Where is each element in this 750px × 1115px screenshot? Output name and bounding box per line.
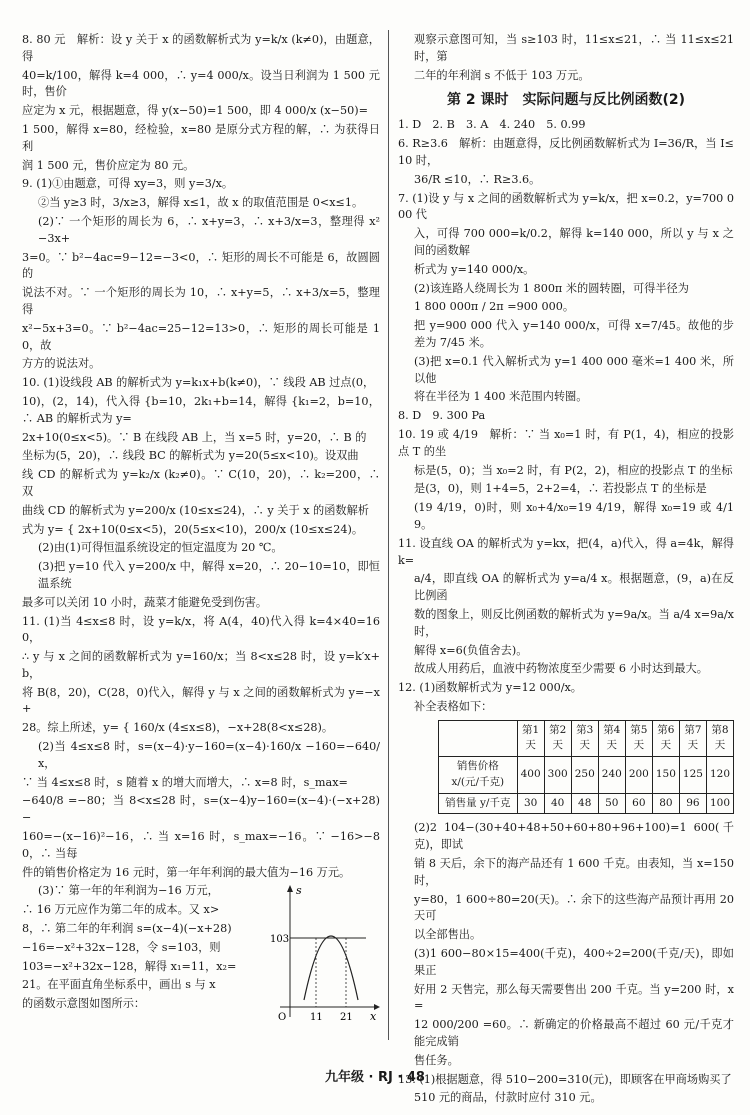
table-header-cell: 第7天 — [679, 720, 706, 757]
paragraph-line: (2)由(1)可得恒温系统设定的恒定温度为 20 ℃。 — [38, 541, 283, 555]
table-cell: 240 — [598, 757, 625, 794]
table-header-cell: 第6天 — [652, 720, 679, 757]
paragraph-line: 析式为 y=140 000/x。 — [414, 262, 535, 276]
paragraph-line: 1. D 2. B 3. A 4. 240 5. 0.99 — [398, 118, 586, 132]
table-cell: 250 — [571, 757, 598, 794]
paragraph-line: 10)，(2，14)，代入得 {b=10，2k₁+b=14，解得 {k₁=2，b=10，∴ AB 的解析式为 y= — [22, 394, 380, 425]
right-bottom-block — [398, 820, 734, 1107]
table-cell: 30 — [517, 793, 544, 814]
table-header-cell: 第4天 — [598, 720, 625, 757]
paragraph-line: (19 4/19，0)时，则 x₀+4/x₀=19 4/19，解得 x₀=19 或 4/19。 — [414, 501, 734, 531]
table-header-cell: 第8天 — [706, 720, 733, 757]
paragraph-line: 好用 2 天售完，那么每天需要售出 200 千克。当 y=200 时，x= — [414, 982, 734, 1013]
paragraph-line: 入，可得 700 000=k/0.2，解得 k=140 000，所以 y 与 x 之间的函数解 — [414, 227, 734, 257]
paragraph-line: 说法不对。∵ 一个矩形的周长为 10，∴ x+y=5，∴ x+3/x=5，整理得 — [22, 286, 380, 316]
sales-table — [438, 720, 734, 815]
paragraph-line: 以全部售出。 — [414, 928, 482, 942]
paragraph-line: 解得 x=6(负值舍去)。 — [414, 643, 528, 657]
paragraph-line: 1 800 000π / 2π =900 000。 — [414, 300, 575, 314]
table-cell: 50 — [598, 793, 625, 814]
paragraph-line: 13. (1)根据题意，得 510−200=310(元)，即顾客在甲商场购买了 — [398, 1072, 732, 1086]
paragraph-line: 售任务。 — [414, 1053, 459, 1067]
paragraph-line: 把 y=900 000 代入 y=140 000/x，可得 x=7/45。故他的步差为 7/45 米。 — [414, 319, 734, 349]
paragraph-line: (3)把 y=10 代入 y=200/x 中，解得 x=20，∴ 20−10=10，即恒温系统 — [38, 560, 380, 590]
graph-x-tick-11: 11 — [310, 1012, 323, 1022]
left-column — [22, 32, 380, 1015]
table-cell: 300 — [544, 757, 571, 794]
paragraph-line: 二年的年利润 s 不低于 103 万元。 — [414, 68, 590, 82]
paragraph-line: 11. 设直线 OA 的解析式为 y=kx，把(4，a)代入，得 a=4k，解得 k= — [398, 536, 734, 567]
paragraph-line: 8. 80 元 解析：设 y 关于 x 的函数解析式为 y=k/x (k≠0)，由题意，得 — [22, 33, 380, 63]
graph-origin: O — [278, 1012, 287, 1022]
paragraph-line: 6. R≥3.6 解析：由题意得，反比例函数解析式为 I=36/R，当 I≤10 时， — [398, 137, 734, 167]
paragraph-line: −16=−x²+32x−128，令 s=103，则 — [22, 940, 221, 954]
graph-x-label: x — [370, 1010, 377, 1022]
paragraph-line: 160=−(x−16)²−16，∴ 当 x=16 时，s_max=−16。∵ −16>−80，∴ 当每 — [22, 830, 380, 860]
paragraph-line: 40=k/100，解得 k=4 000，∴ y=4 000/x。设当日利润为 1 500 元时，售价 — [22, 68, 380, 99]
paragraph-line: 故成人用药后，血液中药物浓度至少需要 6 小时达到最大。 — [414, 662, 708, 676]
table-cell: 48 — [571, 793, 598, 814]
paragraph-line: (2)该连路人绕周长为 1 800π 米的圆转圈，可得半径为 — [414, 281, 689, 295]
paragraph-line: 12. (1)函数解析式为 y=12 000/x。 — [398, 681, 582, 695]
right-column — [398, 32, 734, 1109]
paragraph-line: 件的销售价格定为 16 元时，第一年年利润的最大值为−16 万元。 — [22, 865, 351, 879]
paragraph-line: 补全表格如下： — [414, 699, 493, 713]
paragraph-line: 是(3，0)，则 1+4=5，2+2=4，∴ 若投影点 T 的坐标是 — [414, 482, 707, 496]
paragraph-line: 观察示意图可知，当 s≥103 时，11≤x≤21，∴ 当 11≤x≤21 时，第 — [414, 33, 734, 63]
paragraph-line: ∵ 当 4≤x≤8 时，s 随着 x 的增大而增大，∴ x=8 时，s_max= — [22, 775, 348, 789]
graph-y-label: s — [296, 884, 302, 897]
paragraph-line: 103=−x²+32x−128，解得 x₁=11，x₂= — [22, 959, 237, 973]
paragraph-line: 将 B(8，20)，C(28，0)代入，解得 y 与 x 之间的函数解析式为 y=−x+ — [22, 685, 380, 716]
table-cell: 200 — [625, 757, 652, 794]
table-header-cell: 第5天 — [625, 720, 652, 757]
paragraph-line: 11. (1)当 4≤x≤8 时，设 y=k/x，将 A(4，40)代入得 k=4×40=160， — [22, 614, 380, 645]
column-divider — [388, 30, 389, 1040]
table-header-cell: 第3天 — [571, 720, 598, 757]
paragraph-line: 3=0。∵ b²−4ac=9−12=−3<0，∴ 矩形的周长不可能是 6，故圆圆的 — [22, 250, 380, 281]
paragraph-line: 润 1 500 元，售价应定为 80 元。 — [22, 158, 195, 172]
paragraph-line: 10. (1)设线段 AB 的解析式为 y=k₁x+b(k≠0)，∵ 线段 AB 过点(0， — [22, 376, 375, 390]
table-cell: 120 — [706, 757, 733, 794]
table-cell: 96 — [679, 793, 706, 814]
paragraph-line: 36/R ≤10，∴ R≥3.6。 — [414, 172, 541, 186]
parabola-graph — [270, 882, 380, 1022]
table-cell: 80 — [652, 793, 679, 814]
paragraph-line: (3)1 600−80×15=400(千克)，400÷2=200(千克/天)，即如果正 — [414, 947, 734, 977]
paragraph-line: a/4，即直线 OA 的解析式为 y=a/4 x。根据题意，(9，a)在反比例函 — [414, 572, 734, 603]
paragraph-line: x²−5x+3=0。∵ b²−4ac=25−12=13>0，∴ 矩形的周长可能是 10，故 — [22, 321, 380, 352]
paragraph-line: 销 8 天后，余下的海产品还有 1 600 千克。由表知，当 x=150 时， — [414, 857, 734, 887]
paragraph-line: 曲线 CD 的解析式为 y=200/x (10≤x≤24)，∴ y 关于 x 的函数解析 — [22, 503, 369, 517]
paragraph-line: 28。综上所述，y= { 160/x (4≤x≤8)，−x+28(8<x≤28)。 — [22, 721, 334, 735]
paragraph-line: (3)∵ 第一年的年利润为−16 万元， — [38, 884, 219, 898]
table-cell: 60 — [625, 793, 652, 814]
paragraph-line: 510 元的商品，付款时应付 310 元。 — [414, 1091, 602, 1105]
paragraph-line: 标是(5，0)；当 x₀=2 时，有 P(2，2)，相应的投影点 T 的坐标 — [414, 463, 733, 477]
paragraph-line: 最多可以关闭 10 小时，蔬菜才能避免受到伤害。 — [22, 595, 268, 609]
graph-y-arrow — [287, 885, 293, 892]
paragraph-line: 8，∴ 第二年的年利润 s=(x−4)(−x+28) — [22, 922, 232, 936]
paragraph-line: ∴ 16 万元应作为第二年的成本。又 x> — [22, 903, 220, 917]
table-header-cell — [439, 720, 518, 757]
paragraph-line: 应定为 x 元，根据题意，得 y(x−50)=1 500，即 4 000/x (x−50)= — [22, 104, 369, 118]
paragraph-line: −640/8 =−80；当 8<x≤28 时，s=(x−4)y−160=(x−4)·(−x+28)− — [22, 794, 380, 825]
paragraph-line: 数的图象上，则反比例函数的解析式为 y=9a/x。当 a/4 x=9a/x 时， — [414, 607, 734, 638]
paragraph-line: y=80，1 600÷80=20(天)。∴ 余下的这些海产品预计再用 20 天可 — [414, 892, 734, 923]
paragraph-line: 21。在平面直角坐标系中，画出 s 与 x — [22, 978, 216, 992]
paragraph-line: 的函数示意图如图所示： — [22, 997, 146, 1011]
paragraph-line: 12 000/200 =60。∴ 新确定的价格最高不超过 60 元/千克才能完成销 — [414, 1018, 734, 1048]
table-cell: 40 — [544, 793, 571, 814]
table-cell: 100 — [706, 793, 733, 814]
paragraph-line: ∴ y 与 x 之间的函数解析式为 y=160/x；当 8<x≤28 时，设 y=k′x+b， — [22, 650, 380, 680]
graph-y-tick: 103 — [270, 934, 290, 945]
page-footer: 九年级 · RJ · 48 — [325, 1070, 425, 1085]
table-row — [439, 793, 734, 814]
paragraph-line: 2x+10(0≤x<5)。∵ B 在线段 AB 上，当 x=5 时，y=20，∴ B 的 — [22, 430, 367, 444]
paragraph-line: 1 500，解得 x=80，经检验，x=80 是原分式方程的解，∴ 为获得日利 — [22, 122, 380, 153]
paragraph-line: 线 CD 的解析式为 y=k₂/x (k₂≠0)。∵ C(10，20)，∴ k₂=200，∴ 双 — [22, 468, 380, 498]
paragraph-line: 将在半径为 1 400 米范围内转圈。 — [414, 390, 588, 404]
paragraph-line: 7. (1)设 y 与 x 之间的函数解析式为 y=k/x，把 x=0.2，y=700 000 代 — [398, 191, 734, 222]
right-main-block — [398, 117, 734, 715]
table-header-cell: 第2天 — [544, 720, 571, 757]
table-header-row — [439, 720, 734, 757]
table-cell: 400 — [517, 757, 544, 794]
table-cell: 销售价格 x/(元/千克) — [439, 757, 518, 794]
paragraph-line: (2)∵ 一个矩形的周长为 6，∴ x+y=3，∴ x+3/x=3，整理得 x²−3x+ — [38, 214, 380, 245]
table-cell: 销售量 y/千克 — [439, 793, 518, 814]
paragraph-line: (2)当 4≤x≤8 时，s=(x−4)·y−160=(x−4)·160/x −160=−640/x， — [38, 740, 380, 770]
paragraph-line: 方方的说法对。 — [22, 357, 101, 371]
graph-x-tick-21: 21 — [340, 1012, 353, 1022]
paragraph-line: 坐标为(5，20)，∴ 线段 BC 的解析式为 y=20(5≤x<10)。设双曲 — [22, 449, 359, 463]
paragraph-line: ②当 y≥3 时，3/x≥3，解得 x≤1，故 x 的取值范围是 0<x≤1。 — [38, 196, 364, 210]
paragraph-line: 9. (1)①由题意，可得 xy=3，则 y=3/x。 — [22, 177, 234, 191]
right-top-block — [398, 32, 734, 84]
paragraph-line: 10. 19 或 4/19 解析：∵ 当 x₀=1 时，有 P(1，4)，相应的投影点 T 的坐 — [398, 427, 734, 458]
paragraph-line: (2)2 104−(30+40+48+50+60+80+96+100)=1 600(千克)，即试 — [414, 821, 734, 852]
paragraph-line: 8. D 9. 300 Pa — [398, 409, 486, 423]
section-title: 第 2 课时 实际问题与反比例函数(2) — [446, 92, 686, 109]
table-cell: 125 — [679, 757, 706, 794]
table-row — [439, 757, 734, 794]
table-header-cell: 第1天 — [517, 720, 544, 757]
paragraph-line: (3)把 x=0.1 代入解析式为 y=1 400 000 毫米=1 400 米，所以他 — [414, 354, 734, 385]
paragraph-line: 式为 y= { 2x+10(0≤x<5)，20(5≤x<10)，200/x (10≤x≤24)。 — [22, 522, 364, 536]
graph-parabola — [304, 936, 358, 1000]
table-cell: 150 — [652, 757, 679, 794]
